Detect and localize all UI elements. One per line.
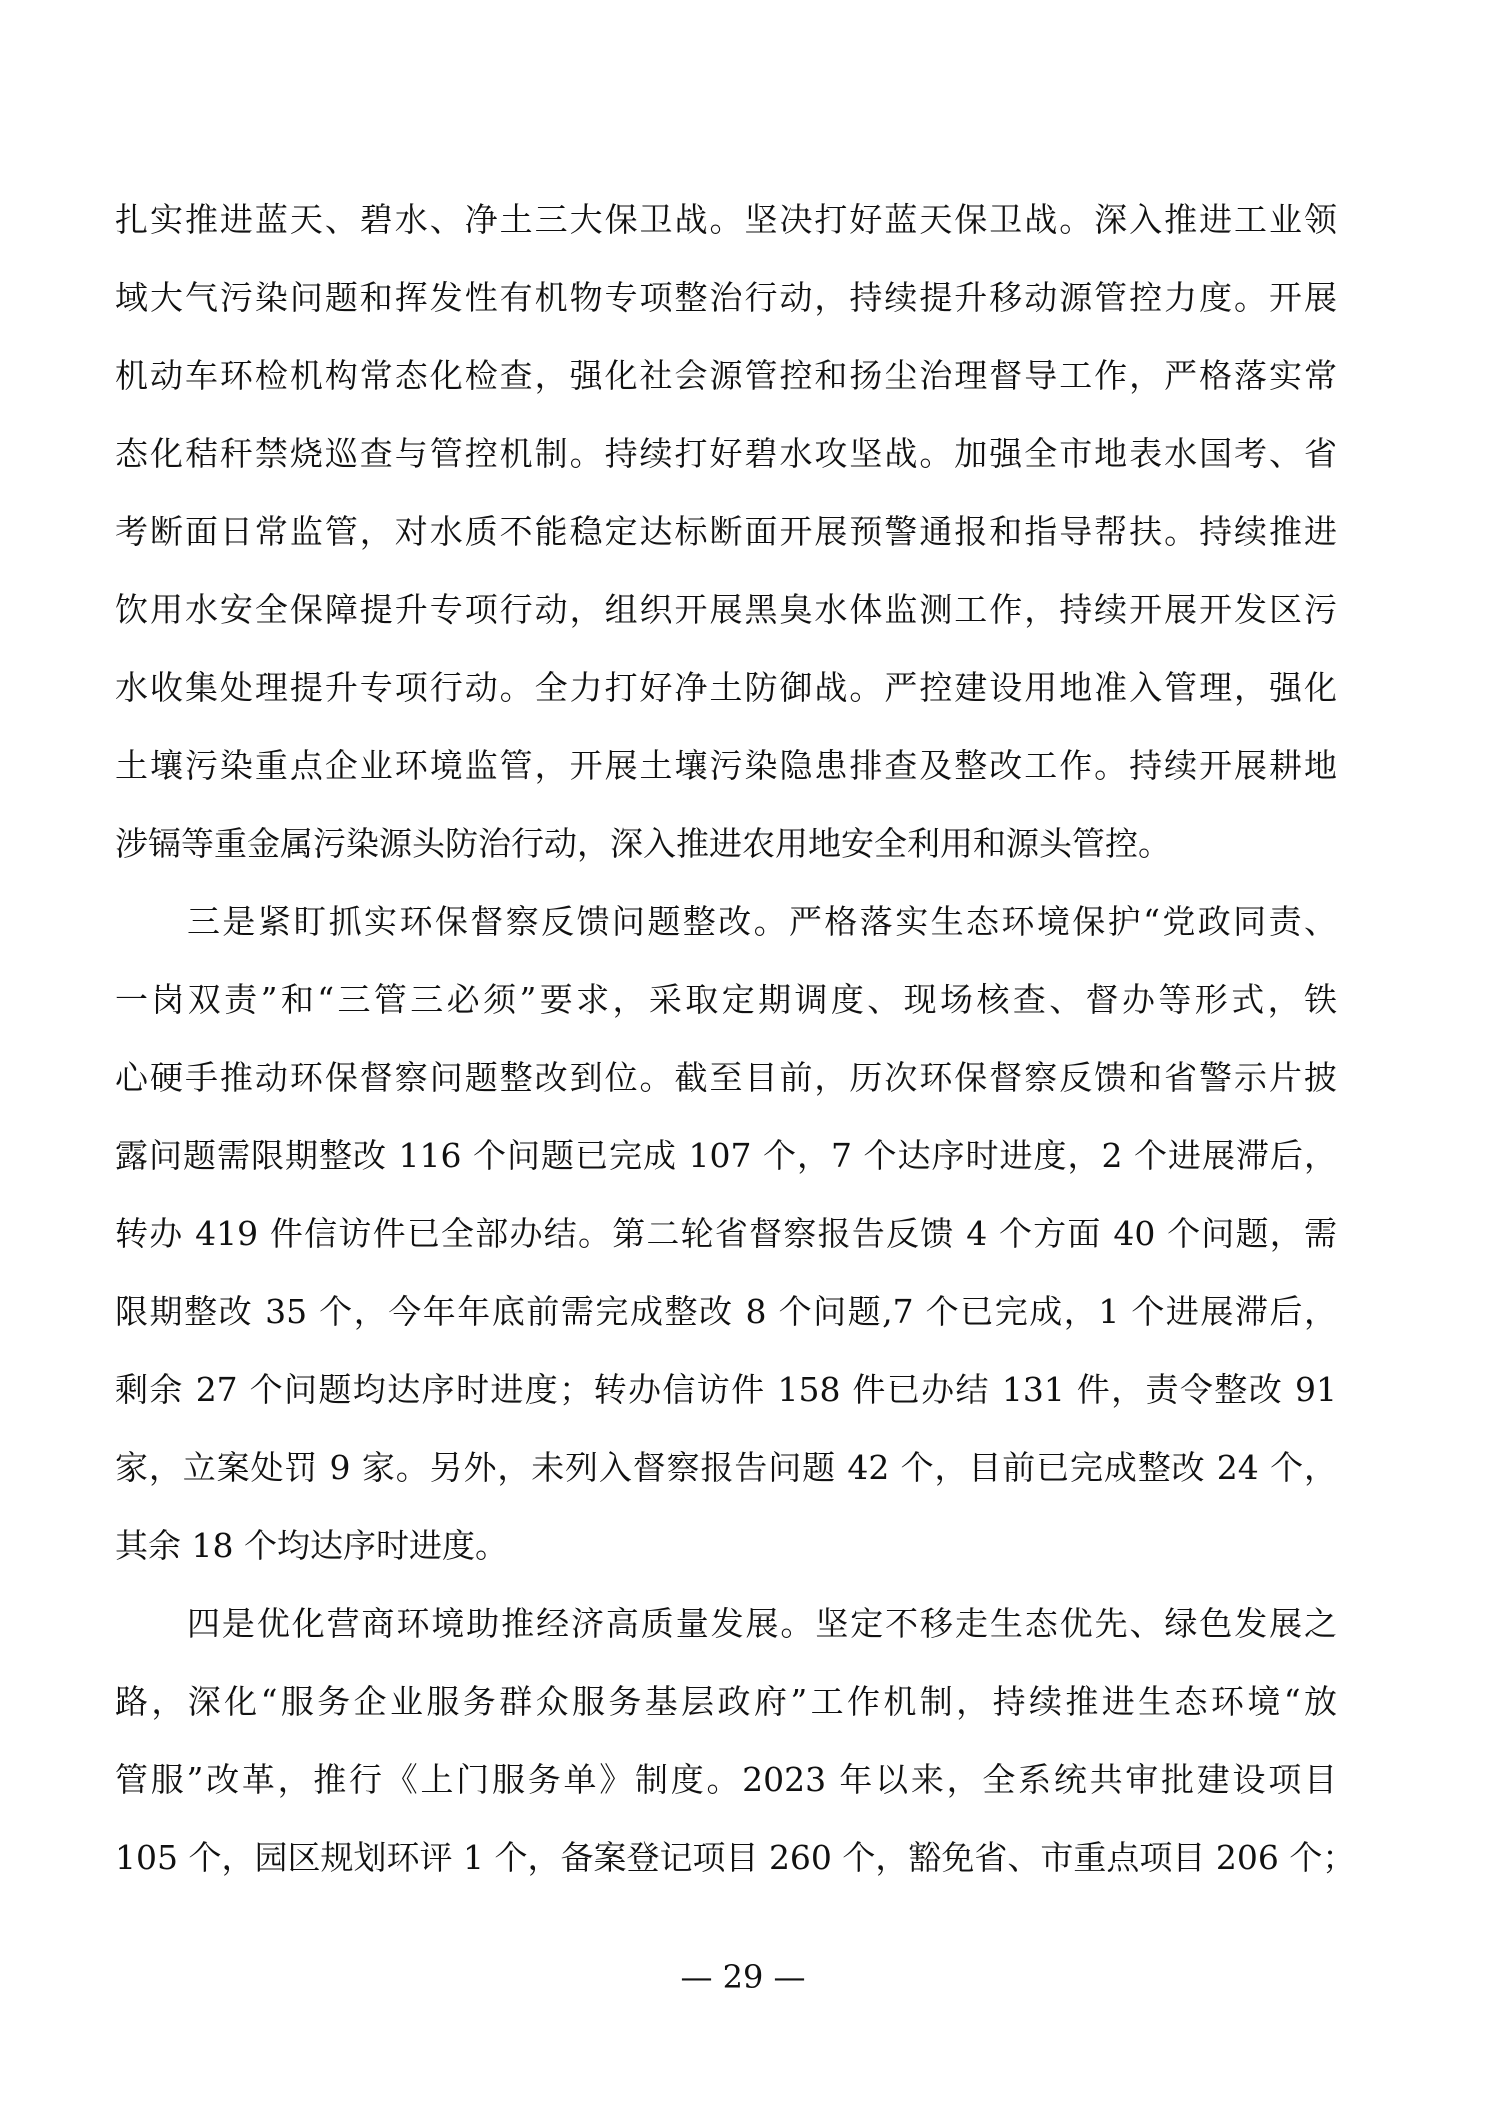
text-line: 路，深化“服务企业服务群众服务基层政府”工作机制，持续推进生态环境“放	[115, 1682, 1337, 1721]
text-line: 剩余 27 个问题均达序时进度；转办信访件 158 件已办结 131 件，责令整改 91	[115, 1370, 1337, 1409]
text-line: 转办 419 件信访件已全部办结。第二轮省督察报告反馈 4 个方面 40 个问题，需	[115, 1214, 1337, 1253]
text-line: 四是优化营商环境助推经济高质量发展。坚定不移走生态优先、绿色发展之	[187, 1604, 1337, 1643]
text-line: 土壤污染重点企业环境监管，开展土壤污染隐患排查及整改工作。持续开展耕地	[115, 746, 1337, 785]
text-line: 考断面日常监管，对水质不能稳定达标断面开展预警通报和指导帮扶。持续推进	[115, 512, 1337, 551]
text-line: 机动车环检机构常态化检查，强化社会源管控和扬尘治理督导工作，严格落实常	[115, 356, 1337, 395]
text-line: 限期整改 35 个，今年年底前需完成整改 8 个问题,7 个已完成，1 个进展滞后，	[115, 1292, 1337, 1331]
text-line: 涉镉等重金属污染源头防治行动，深入推进农用地安全利用和源头管控。	[115, 824, 1171, 863]
text-line: 105 个，园区规划环评 1 个，备案登记项目 260 个，豁免省、市重点项目 206 个；	[115, 1838, 1356, 1877]
text-line: 态化秸秆禁烧巡查与管控机制。持续打好碧水攻坚战。加强全市地表水国考、省	[115, 434, 1337, 473]
text-line: 心硬手推动环保督察问题整改到位。截至目前，历次环保督察反馈和省警示片披	[115, 1058, 1337, 1097]
text-line: 扎实推进蓝天、碧水、净土三大保卫战。坚决打好蓝天保卫战。深入推进工业领	[115, 200, 1337, 239]
text-line: 域大气污染问题和挥发性有机物专项整治行动，持续提升移动源管控力度。开展	[115, 278, 1337, 317]
text-line: 饮用水安全保障提升专项行动，组织开展黑臭水体监测工作，持续开展开发区污	[115, 590, 1337, 629]
text-line: 三是紧盯抓实环保督察反馈问题整改。严格落实生态环境保护“党政同责、	[187, 902, 1337, 941]
text-line: 一岗双责”和“三管三必须”要求，采取定期调度、现场核查、督办等形式，铁	[115, 980, 1337, 1019]
text-line: 其余 18 个均达序时进度。	[115, 1526, 508, 1565]
text-line: 家，立案处罚 9 家。另外，未列入督察报告问题 42 个，目前已完成整改 24 个，	[115, 1448, 1337, 1487]
page-number: — 29 —	[680, 1958, 806, 1996]
text-line: 管服”改革，推行《上门服务单》制度。2023 年以来，全系统共审批建设项目	[115, 1760, 1337, 1799]
text-line: 露问题需限期整改 116 个问题已完成 107 个，7 个达序时进度，2 个进展滞后，	[115, 1136, 1337, 1175]
text-line: 水收集处理提升专项行动。全力打好净土防御战。严控建设用地准入管理，强化	[115, 668, 1337, 707]
